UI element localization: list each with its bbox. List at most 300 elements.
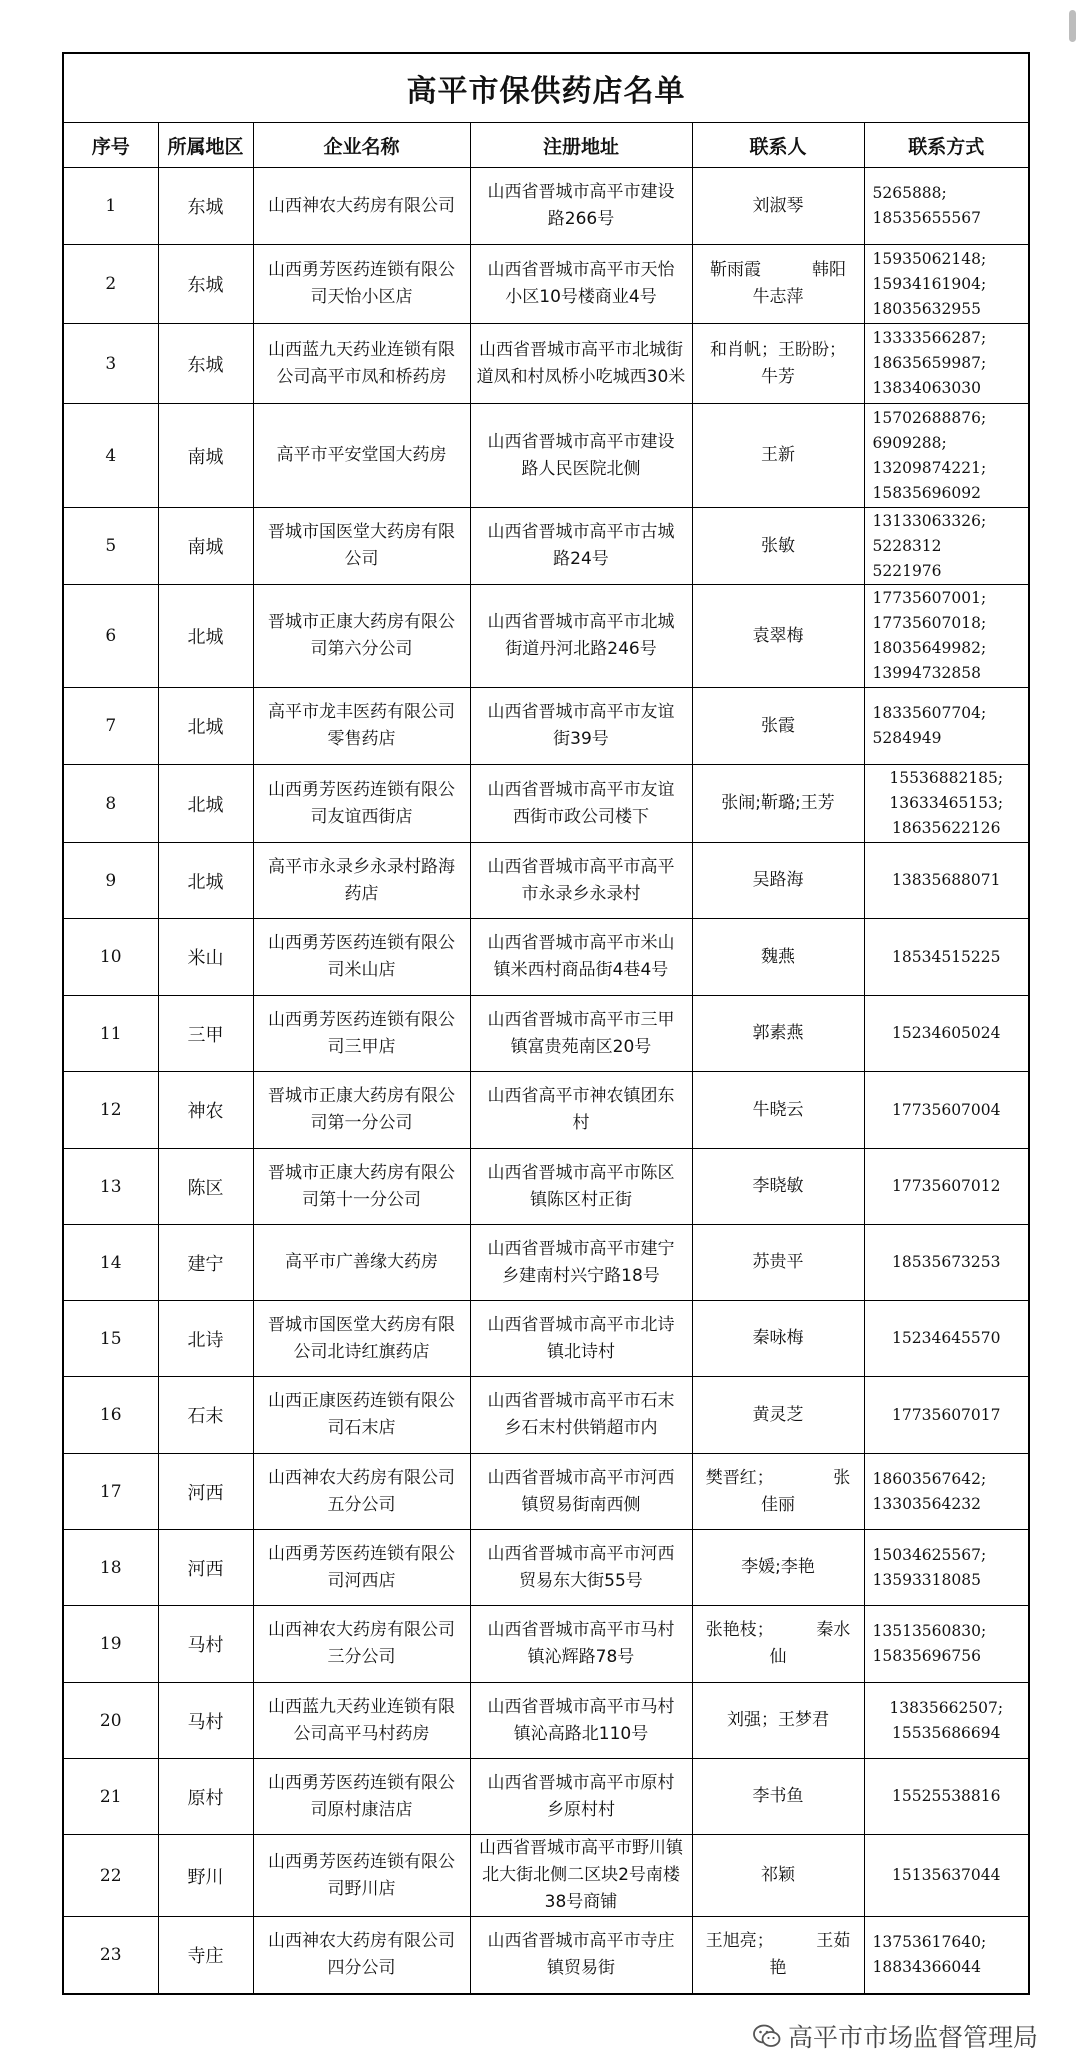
cell-address bbox=[470, 843, 692, 919]
cell-company-name bbox=[253, 1301, 470, 1377]
cell-address-line: 山西省晋城市高平市马村 bbox=[487, 1620, 675, 1640]
cell-contact bbox=[692, 1530, 864, 1606]
cell-company-name-line: 晋城市正康大药房有限公 bbox=[268, 612, 455, 632]
cell-address-line: 街39号 bbox=[553, 729, 609, 749]
cell-area: 南城 bbox=[158, 508, 253, 585]
cell-no: 14 bbox=[63, 1225, 158, 1301]
cell-company-name bbox=[253, 1683, 470, 1759]
cell-company-name-line: 晋城市国医堂大药房有限 bbox=[268, 1314, 455, 1335]
cell-address-line: 道凤和村凤桥小吃城西30米 bbox=[476, 366, 686, 387]
cell-area: 米山 bbox=[158, 919, 253, 996]
header-row bbox=[63, 123, 1029, 168]
cell-contact-line: 仙 bbox=[769, 1647, 787, 1667]
cell-phone-line: 13834063030 bbox=[872, 379, 981, 397]
cell-phone-line: 18834366044 bbox=[872, 1957, 981, 1976]
cell-address bbox=[470, 1072, 692, 1149]
cell-phone-line: 5228312 bbox=[872, 536, 942, 555]
cell-area: 马村 bbox=[158, 1606, 253, 1683]
cell-address-line: 北大街北侧二区块2号南楼 bbox=[482, 1865, 680, 1885]
cell-area: 河西 bbox=[158, 1530, 253, 1606]
cell-area: 东城 bbox=[158, 324, 253, 404]
header-cell-name: 企业名称 bbox=[253, 123, 470, 168]
cell-contact bbox=[692, 1683, 864, 1759]
cell-address-line: 山西省晋城市高平市天怡 bbox=[487, 260, 675, 280]
cell-company-name bbox=[253, 1835, 470, 1917]
cell-phone-line: 15536882185; bbox=[889, 769, 1004, 787]
cell-area: 北城 bbox=[158, 765, 253, 843]
footer-watermark bbox=[752, 2021, 1038, 2051]
cell-phone-line: 17735607018; bbox=[872, 614, 987, 632]
cell-address bbox=[470, 1301, 692, 1377]
cell-address bbox=[470, 765, 692, 843]
cell-company-name bbox=[253, 1454, 470, 1530]
cell-phone bbox=[864, 996, 1029, 1072]
cell-contact-line: 牛志萍 bbox=[752, 287, 804, 307]
cell-phone bbox=[864, 1759, 1029, 1835]
cell-phone-line: 13835688071 bbox=[892, 871, 1001, 889]
cell-phone-line: 13835662507; bbox=[889, 1698, 1004, 1717]
cell-address-line: 山西省晋城市高平市河西 bbox=[487, 1467, 675, 1488]
cell-phone-line: 17735607012 bbox=[892, 1177, 1001, 1195]
cell-contact-line: 张霞 bbox=[761, 715, 795, 736]
cell-address bbox=[470, 688, 692, 765]
cell-address-line: 镇陈区村正街 bbox=[530, 1189, 632, 1210]
cell-company-name-line: 司天怡小区店 bbox=[310, 287, 413, 307]
cell-company-name-line: 三分公司 bbox=[327, 1647, 396, 1667]
cell-address bbox=[470, 1759, 692, 1835]
cell-phone-line: 5284949 bbox=[872, 729, 942, 747]
cell-phone-line: 5221976 bbox=[872, 561, 942, 580]
cell-company-name-line: 司野川店 bbox=[327, 1878, 396, 1899]
cell-address bbox=[470, 324, 692, 404]
table-row bbox=[63, 404, 1029, 508]
cell-contact-line: 张闹;靳璐;王芳 bbox=[721, 793, 835, 813]
cell-phone-line: 17735607017 bbox=[892, 1405, 1001, 1424]
cell-company-name-line: 零售药店 bbox=[327, 729, 396, 749]
table-row bbox=[63, 245, 1029, 324]
table-row bbox=[63, 1606, 1029, 1683]
table-row bbox=[63, 919, 1029, 996]
cell-phone-line: 15234645570 bbox=[892, 1329, 1001, 1347]
cell-area: 北诗 bbox=[158, 1301, 253, 1377]
cell-no: 20 bbox=[63, 1683, 158, 1759]
cell-company-name bbox=[253, 324, 470, 404]
cell-phone bbox=[864, 843, 1029, 919]
cell-company-name bbox=[253, 996, 470, 1072]
cell-address-line: 山西省晋城市高平市友谊 bbox=[487, 702, 675, 722]
cell-no: 5 bbox=[63, 508, 158, 585]
cell-address bbox=[470, 1606, 692, 1683]
cell-company-name-line: 山西勇芳医药连锁有限公 bbox=[268, 1772, 455, 1793]
cell-address-line: 镇沁高路北110号 bbox=[513, 1723, 649, 1744]
cell-company-name-line: 晋城市正康大药房有限公 bbox=[268, 1086, 455, 1106]
cell-address-line: 山西省晋城市高平市建设 bbox=[487, 182, 675, 202]
cell-contact bbox=[692, 1225, 864, 1301]
cell-address-line: 乡建南村兴宁路18号 bbox=[502, 1265, 660, 1286]
cell-phone-line: 15234605024 bbox=[892, 1024, 1001, 1042]
cell-phone-line: 13593318085 bbox=[872, 1570, 981, 1589]
cell-phone bbox=[864, 1835, 1029, 1917]
cell-address-line: 乡原村村 bbox=[547, 1799, 615, 1820]
cell-company-name bbox=[253, 404, 470, 508]
cell-company-name-line: 山西勇芳医药连锁有限公 bbox=[268, 1009, 455, 1030]
cell-address bbox=[470, 1225, 692, 1301]
cell-company-name bbox=[253, 508, 470, 585]
cell-address-line: 山西省晋城市高平市古城 bbox=[487, 522, 675, 542]
pharmacy-list-table bbox=[62, 52, 1030, 1995]
cell-no: 21 bbox=[63, 1759, 158, 1835]
table-row bbox=[63, 1917, 1029, 1994]
cell-area: 北城 bbox=[158, 843, 253, 919]
cell-company-name-line: 山西勇芳医药连锁有限公 bbox=[268, 1543, 455, 1564]
cell-contact bbox=[692, 1835, 864, 1917]
cell-area: 寺庄 bbox=[158, 1917, 253, 1994]
cell-area: 三甲 bbox=[158, 996, 253, 1072]
cell-phone bbox=[864, 1225, 1029, 1301]
table-row bbox=[63, 765, 1029, 843]
cell-contact-line: 苏贵平 bbox=[752, 1252, 804, 1272]
cell-contact-line: 王旭亮； 王茹 bbox=[705, 1930, 851, 1951]
cell-address-line: 山西省晋城市高平市原村 bbox=[487, 1772, 675, 1793]
cell-company-name-line: 山西勇芳医药连锁有限公 bbox=[268, 260, 455, 280]
cell-address bbox=[470, 919, 692, 996]
cell-no: 6 bbox=[63, 585, 158, 688]
cell-phone-line: 18535673253 bbox=[892, 1253, 1001, 1271]
cell-area: 陈区 bbox=[158, 1149, 253, 1225]
cell-phone-line: 13303564232 bbox=[872, 1494, 981, 1513]
cell-address bbox=[470, 245, 692, 324]
cell-company-name-line: 山西勇芳医药连锁有限公 bbox=[268, 1851, 455, 1872]
cell-company-name bbox=[253, 1072, 470, 1149]
table-row bbox=[63, 1530, 1029, 1606]
cell-no: 19 bbox=[63, 1606, 158, 1683]
cell-contact bbox=[692, 1072, 864, 1149]
cell-phone bbox=[864, 508, 1029, 585]
cell-area: 北城 bbox=[158, 585, 253, 688]
cell-company-name-line: 五分公司 bbox=[327, 1494, 396, 1515]
table-row bbox=[63, 1225, 1029, 1301]
cell-phone-line: 15835696092 bbox=[872, 483, 981, 502]
cell-phone-line: 15935062148; bbox=[872, 249, 987, 268]
cell-company-name-line: 高平市广善缘大药房 bbox=[285, 1252, 438, 1272]
cell-contact-line: 佳丽 bbox=[761, 1494, 795, 1515]
cell-company-name-line: 山西正康医药连锁有限公 bbox=[268, 1391, 455, 1411]
cell-address-line: 镇米西村商品街4巷4号 bbox=[493, 960, 669, 980]
cell-company-name-line: 山西神农大药房有限公司 bbox=[268, 1620, 455, 1640]
cell-address-line: 山西省晋城市高平市陈区 bbox=[487, 1162, 675, 1183]
cell-no: 18 bbox=[63, 1530, 158, 1606]
cell-phone bbox=[864, 1454, 1029, 1530]
cell-phone bbox=[864, 1072, 1029, 1149]
cell-company-name bbox=[253, 1377, 470, 1454]
cell-contact-line: 吴路海 bbox=[752, 870, 804, 890]
cell-phone-line: 15934161904; bbox=[872, 274, 987, 293]
cell-area: 神农 bbox=[158, 1072, 253, 1149]
table-row bbox=[63, 996, 1029, 1072]
cell-company-name bbox=[253, 1149, 470, 1225]
cell-contact-line: 李晓敏 bbox=[752, 1176, 804, 1196]
cell-no: 1 bbox=[63, 168, 158, 245]
cell-contact-line: 张艳枝； 秦水 bbox=[705, 1620, 851, 1640]
cell-contact bbox=[692, 324, 864, 404]
cell-area: 石末 bbox=[158, 1377, 253, 1454]
table-row bbox=[63, 1683, 1029, 1759]
cell-company-name bbox=[253, 765, 470, 843]
cell-area: 南城 bbox=[158, 404, 253, 508]
cell-address-line: 镇北诗村 bbox=[547, 1341, 615, 1362]
cell-company-name bbox=[253, 688, 470, 765]
cell-contact bbox=[692, 1606, 864, 1683]
cell-phone bbox=[864, 688, 1029, 765]
cell-company-name bbox=[253, 168, 470, 245]
cell-phone bbox=[864, 168, 1029, 245]
cell-phone-line: 18035649982; bbox=[872, 639, 987, 657]
wechat-icon bbox=[752, 2021, 782, 2051]
cell-no: 22 bbox=[63, 1835, 158, 1917]
table-row bbox=[63, 1301, 1029, 1377]
cell-address-line: 山西省晋城市高平市友谊 bbox=[487, 779, 675, 800]
cell-address-line: 镇富贵苑南区20号 bbox=[510, 1036, 652, 1057]
header-cell-phone: 联系方式 bbox=[864, 123, 1029, 168]
cell-contact-line: 黄灵芝 bbox=[752, 1404, 804, 1425]
cell-area: 北城 bbox=[158, 688, 253, 765]
cell-contact bbox=[692, 1377, 864, 1454]
cell-address-line: 山西省晋城市高平市石末 bbox=[487, 1391, 675, 1411]
cell-address-line: 乡石末村供销超市内 bbox=[504, 1418, 658, 1438]
cell-address-line: 山西省晋城市高平市北城 bbox=[487, 612, 675, 632]
cell-phone-line: 15835696756 bbox=[872, 1647, 981, 1665]
cell-contact bbox=[692, 1301, 864, 1377]
cell-company-name-line: 四分公司 bbox=[327, 1957, 396, 1978]
cell-phone-line: 15034625567; bbox=[872, 1545, 987, 1564]
cell-phone bbox=[864, 1606, 1029, 1683]
cell-address-line: 山西省晋城市高平市建设 bbox=[487, 431, 675, 452]
footer-account-name: 高平市市场监督管理局 bbox=[788, 2023, 1039, 2052]
cell-phone bbox=[864, 1683, 1029, 1759]
cell-contact bbox=[692, 245, 864, 324]
cell-area: 原村 bbox=[158, 1759, 253, 1835]
cell-phone-line: 15525538816 bbox=[892, 1787, 1001, 1805]
cell-phone-line: 13333566287; bbox=[872, 329, 987, 347]
cell-address-line: 山西省晋城市高平市建宁 bbox=[487, 1238, 675, 1259]
cell-contact bbox=[692, 168, 864, 245]
cell-company-name-line: 高平市平安堂国大药房 bbox=[276, 445, 447, 465]
cell-contact bbox=[692, 404, 864, 508]
cell-address bbox=[470, 1917, 692, 1994]
cell-address-line: 山西省高平市神农镇团东 bbox=[487, 1086, 675, 1106]
cell-no: 8 bbox=[63, 765, 158, 843]
cell-contact bbox=[692, 765, 864, 843]
table-row bbox=[63, 1835, 1029, 1917]
cell-phone-line: 18635622126 bbox=[892, 819, 1001, 837]
cell-no: 13 bbox=[63, 1149, 158, 1225]
cell-phone-line: 18603567642; bbox=[872, 1469, 987, 1488]
cell-company-name-line: 司第十一分公司 bbox=[302, 1189, 421, 1210]
cell-phone-line: 5265888; bbox=[872, 184, 947, 202]
cell-address-line: 山西省晋城市高平市北诗 bbox=[487, 1314, 675, 1335]
table-row bbox=[63, 508, 1029, 585]
cell-company-name-line: 药店 bbox=[344, 883, 379, 904]
cell-phone bbox=[864, 404, 1029, 508]
cell-company-name-line: 公司 bbox=[344, 549, 379, 569]
cell-area: 河西 bbox=[158, 1454, 253, 1530]
cell-contact-line: 袁翠梅 bbox=[752, 625, 804, 646]
cell-contact-line: 靳雨霞 韩阳 bbox=[710, 260, 846, 280]
cell-address-line: 贸易东大街55号 bbox=[519, 1570, 643, 1591]
table-row bbox=[63, 1759, 1029, 1835]
cell-no: 17 bbox=[63, 1454, 158, 1530]
cell-no: 10 bbox=[63, 919, 158, 996]
cell-address-line: 山西省晋城市高平市米山 bbox=[487, 933, 675, 953]
cell-company-name-line: 晋城市国医堂大药房有限 bbox=[268, 522, 455, 542]
table-row bbox=[63, 1072, 1029, 1149]
cell-company-name-line: 公司高平市凤和桥药房 bbox=[276, 366, 447, 387]
cell-phone bbox=[864, 919, 1029, 996]
cell-contact-line: 和肖帆；王盼盼； bbox=[710, 339, 846, 360]
cell-address bbox=[470, 1835, 692, 1917]
cell-address-line: 西街市政公司楼下 bbox=[513, 806, 649, 827]
cell-contact-line: 张敏 bbox=[761, 535, 795, 556]
cell-phone bbox=[864, 585, 1029, 688]
cell-company-name-line: 山西神农大药房有限公司 bbox=[268, 1930, 455, 1951]
cell-no: 16 bbox=[63, 1377, 158, 1454]
cell-contact bbox=[692, 1917, 864, 1994]
cell-company-name bbox=[253, 919, 470, 996]
cell-no: 11 bbox=[63, 996, 158, 1072]
cell-no: 23 bbox=[63, 1917, 158, 1994]
cell-address-line: 镇贸易街南西侧 bbox=[521, 1494, 641, 1515]
cell-address bbox=[470, 996, 692, 1072]
cell-company-name-line: 司原村康洁店 bbox=[310, 1799, 413, 1820]
cell-no: 3 bbox=[63, 324, 158, 404]
cell-no: 4 bbox=[63, 404, 158, 508]
cell-company-name-line: 公司高平马村药房 bbox=[293, 1723, 430, 1744]
cell-address bbox=[470, 585, 692, 688]
cell-company-name-line: 司第六分公司 bbox=[310, 639, 413, 659]
cell-address-line: 路人民医院北侧 bbox=[521, 458, 641, 479]
cell-address bbox=[470, 404, 692, 508]
cell-address bbox=[470, 508, 692, 585]
scrollbar[interactable] bbox=[1069, 10, 1076, 42]
cell-address-line: 路266号 bbox=[547, 209, 615, 229]
cell-phone bbox=[864, 324, 1029, 404]
cell-address bbox=[470, 1530, 692, 1606]
cell-contact-line: 王新 bbox=[761, 445, 795, 465]
cell-phone-line: 18035632955 bbox=[872, 299, 981, 318]
cell-phone-line: 18535655567 bbox=[872, 209, 981, 227]
cell-company-name bbox=[253, 843, 470, 919]
header-cell-area: 所属地区 bbox=[158, 123, 253, 168]
cell-company-name-line: 晋城市正康大药房有限公 bbox=[268, 1162, 455, 1183]
table-title: 高平市保供药店名单 bbox=[63, 53, 1029, 123]
cell-phone-line: 17735607004 bbox=[892, 1100, 1001, 1119]
cell-contact-line: 刘强；王梦君 bbox=[727, 1710, 829, 1730]
cell-contact bbox=[692, 996, 864, 1072]
table-row bbox=[63, 585, 1029, 688]
cell-phone bbox=[864, 1149, 1029, 1225]
cell-contact-line: 艳 bbox=[769, 1957, 787, 1978]
cell-address-line: 镇贸易街 bbox=[547, 1957, 615, 1978]
cell-address-line: 镇沁辉路78号 bbox=[527, 1647, 635, 1667]
cell-company-name bbox=[253, 1606, 470, 1683]
cell-no: 7 bbox=[63, 688, 158, 765]
cell-address-line: 小区10号楼商业4号 bbox=[505, 287, 657, 307]
cell-company-name bbox=[253, 1225, 470, 1301]
cell-company-name-line: 司友谊西街店 bbox=[310, 806, 413, 827]
cell-phone-line: 18534515225 bbox=[892, 947, 1001, 966]
cell-phone-line: 13994732858 bbox=[872, 664, 981, 682]
cell-contact bbox=[692, 688, 864, 765]
table-row bbox=[63, 1149, 1029, 1225]
cell-area: 建宁 bbox=[158, 1225, 253, 1301]
cell-address-line: 山西省晋城市高平市马村 bbox=[487, 1696, 675, 1717]
cell-company-name bbox=[253, 585, 470, 688]
cell-phone bbox=[864, 245, 1029, 324]
cell-company-name-line: 山西蓝九天药业连锁有限 bbox=[268, 1696, 455, 1717]
cell-address bbox=[470, 1683, 692, 1759]
cell-address-line: 村 bbox=[572, 1113, 590, 1133]
cell-company-name-line: 司米山店 bbox=[327, 960, 396, 980]
cell-phone bbox=[864, 1377, 1029, 1454]
cell-company-name-line: 山西勇芳医药连锁有限公 bbox=[268, 779, 455, 800]
cell-company-name-line: 司三甲店 bbox=[327, 1036, 396, 1057]
cell-company-name-line: 山西神农大药房有限公司 bbox=[268, 1467, 455, 1488]
cell-company-name-line: 山西勇芳医药连锁有限公 bbox=[268, 933, 455, 953]
cell-company-name-line: 山西神农大药房有限公司 bbox=[268, 195, 455, 216]
cell-phone-line: 13209874221; bbox=[872, 458, 987, 477]
cell-phone-line: 13753617640; bbox=[872, 1932, 987, 1951]
cell-no: 15 bbox=[63, 1301, 158, 1377]
cell-address-line: 市永录乡永录村 bbox=[521, 883, 641, 904]
cell-contact bbox=[692, 843, 864, 919]
cell-company-name bbox=[253, 1917, 470, 1994]
cell-address-line: 山西省晋城市高平市野川镇 bbox=[479, 1838, 683, 1858]
cell-company-name-line: 高平市永录乡永录村路海 bbox=[268, 856, 455, 877]
cell-company-name bbox=[253, 1530, 470, 1606]
table-row bbox=[63, 324, 1029, 404]
cell-phone bbox=[864, 1917, 1029, 1994]
cell-contact bbox=[692, 919, 864, 996]
table-row bbox=[63, 1377, 1029, 1454]
cell-address bbox=[470, 168, 692, 245]
cell-address-line: 山西省晋城市高平市河西 bbox=[487, 1543, 675, 1564]
cell-no: 12 bbox=[63, 1072, 158, 1149]
cell-area: 东城 bbox=[158, 245, 253, 324]
cell-contact bbox=[692, 1454, 864, 1530]
table-row bbox=[63, 843, 1029, 919]
table-row bbox=[63, 168, 1029, 245]
cell-phone-line: 13133063326; bbox=[872, 511, 987, 530]
cell-address-line: 街道丹河北路246号 bbox=[505, 639, 657, 659]
cell-contact-line: 刘淑琴 bbox=[752, 195, 804, 216]
cell-phone-line: 18635659987; bbox=[872, 354, 987, 372]
table-row bbox=[63, 688, 1029, 765]
cell-contact-line: 牛晓云 bbox=[752, 1099, 804, 1120]
header-cell-no: 序号 bbox=[63, 123, 158, 168]
cell-address bbox=[470, 1149, 692, 1225]
cell-phone-line: 13513560830; bbox=[872, 1622, 987, 1640]
cell-company-name bbox=[253, 1759, 470, 1835]
cell-phone bbox=[864, 1301, 1029, 1377]
header-cell-address: 注册地址 bbox=[470, 123, 692, 168]
cell-address-line: 山西省晋城市高平市三甲 bbox=[487, 1009, 675, 1030]
cell-phone-line: 17735607001; bbox=[872, 589, 987, 607]
cell-contact bbox=[692, 585, 864, 688]
cell-phone bbox=[864, 765, 1029, 843]
cell-company-name-line: 高平市龙丰医药有限公司 bbox=[268, 702, 455, 722]
cell-phone-line: 13633465153; bbox=[889, 794, 1004, 812]
cell-contact-line: 郭素燕 bbox=[752, 1023, 804, 1043]
